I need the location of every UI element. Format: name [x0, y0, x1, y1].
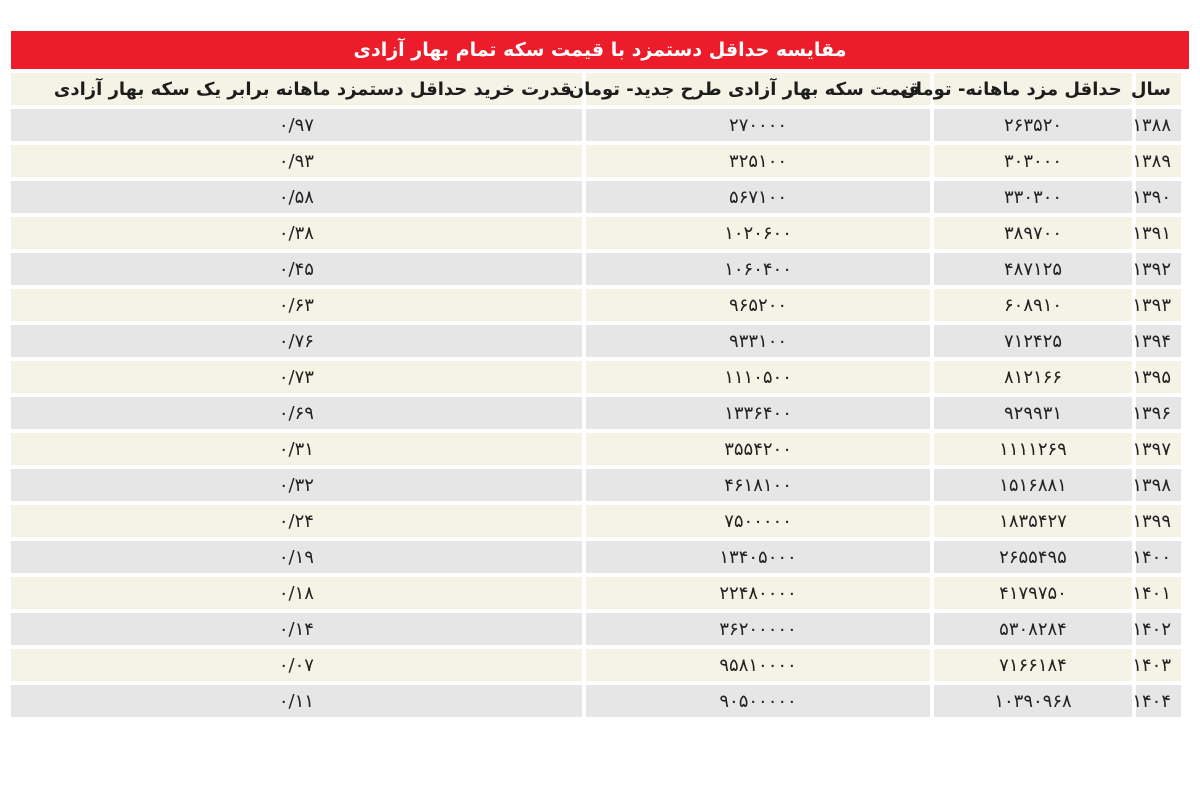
cell-min-wage: ۶۰۸۹۱۰: [934, 289, 1131, 321]
cell-year: ۱۳۹۲: [1136, 253, 1181, 285]
cell-year: ۱۳۹۴: [1136, 325, 1181, 357]
cell-min-wage: ۴۱۷۹۷۵۰: [934, 577, 1131, 609]
header-coin-price: قیمت سکه بهار آزادی طرح جدید- تومان: [586, 73, 931, 105]
table-row: [11, 145, 1181, 177]
cell-coin-price: ۷۵۰۰۰۰۰: [586, 505, 931, 537]
cell-min-wage: ۲۶۳۵۲۰: [934, 109, 1131, 141]
table-row: [11, 685, 1181, 717]
cell-year: ۱۳۹۵: [1136, 361, 1181, 393]
cell-coin-price: ۴۶۱۸۱۰۰: [586, 469, 931, 501]
cell-min-wage: ۵۳۰۸۲۸۴: [934, 613, 1131, 645]
cell-coin-price: ۱۰۶۰۴۰۰: [586, 253, 931, 285]
table-row: [11, 505, 1181, 537]
cell-coin-price: ۱۳۴۰۵۰۰۰: [586, 541, 931, 573]
cell-year: ۱۳۸۸: [1136, 109, 1181, 141]
cell-purchasing-power: ۰/۶۹: [11, 397, 582, 429]
cell-year: ۱۳۹۳: [1136, 289, 1181, 321]
cell-coin-price: ۱۳۳۶۴۰۰: [586, 397, 931, 429]
cell-purchasing-power: ۰/۶۳: [11, 289, 582, 321]
comparison-table-card: [11, 31, 1189, 717]
cell-min-wage: ۷۱۲۴۲۵: [934, 325, 1131, 357]
wage-coin-table: [7, 69, 1185, 721]
table-title: مقایسه حداقل دستمزد با قیمت سکه تمام بهار آزادی: [11, 31, 1189, 69]
cell-purchasing-power: ۰/۹۷: [11, 109, 582, 141]
cell-min-wage: ۳۰۳۰۰۰: [934, 145, 1131, 177]
cell-min-wage: ۱۵۱۶۸۸۱: [934, 469, 1131, 501]
cell-year: ۱۴۰۱: [1136, 577, 1181, 609]
cell-coin-price: ۱۱۱۰۵۰۰: [586, 361, 931, 393]
cell-coin-price: ۹۵۸۱۰۰۰۰: [586, 649, 931, 681]
cell-year: ۱۳۹۱: [1136, 217, 1181, 249]
cell-coin-price: ۳۵۵۴۲۰۰: [586, 433, 931, 465]
cell-min-wage: ۱۱۱۱۲۶۹: [934, 433, 1131, 465]
cell-min-wage: ۷۱۶۶۱۸۴: [934, 649, 1131, 681]
cell-purchasing-power: ۰/۷۳: [11, 361, 582, 393]
cell-coin-price: ۵۶۷۱۰۰: [586, 181, 931, 213]
cell-purchasing-power: ۰/۱۹: [11, 541, 582, 573]
cell-year: ۱۴۰۲: [1136, 613, 1181, 645]
cell-min-wage: ۳۳۰۳۰۰: [934, 181, 1131, 213]
cell-purchasing-power: ۰/۴۵: [11, 253, 582, 285]
cell-purchasing-power: ۰/۲۴: [11, 505, 582, 537]
cell-year: ۱۳۹۶: [1136, 397, 1181, 429]
cell-coin-price: ۳۲۵۱۰۰: [586, 145, 931, 177]
cell-min-wage: ۹۲۹۹۳۱: [934, 397, 1131, 429]
cell-purchasing-power: ۰/۱۱: [11, 685, 582, 717]
table-row: [11, 397, 1181, 429]
cell-year: ۱۴۰۳: [1136, 649, 1181, 681]
cell-year: ۱۴۰۴: [1136, 685, 1181, 717]
table-row: [11, 541, 1181, 573]
cell-min-wage: ۱۸۳۵۴۲۷: [934, 505, 1131, 537]
cell-min-wage: ۲۶۵۵۴۹۵: [934, 541, 1131, 573]
cell-year: ۱۴۰۰: [1136, 541, 1181, 573]
table-row: [11, 289, 1181, 321]
table-row: [11, 361, 1181, 393]
cell-purchasing-power: ۰/۳۱: [11, 433, 582, 465]
table-row: [11, 613, 1181, 645]
cell-purchasing-power: ۰/۷۶: [11, 325, 582, 357]
cell-year: ۱۳۹۰: [1136, 181, 1181, 213]
table-row: [11, 109, 1181, 141]
cell-min-wage: ۱۰۳۹۰۹۶۸: [934, 685, 1131, 717]
header-min-wage: حداقل مزد ماهانه- تومان: [934, 73, 1131, 105]
cell-year: ۱۳۹۷: [1136, 433, 1181, 465]
header-purchasing-power: قدرت خرید حداقل دستمزد ماهانه برابر یک سکه بهار آزادی: [11, 73, 582, 105]
cell-min-wage: ۳۸۹۷۰۰: [934, 217, 1131, 249]
table-row: [11, 181, 1181, 213]
cell-coin-price: ۹۰۵۰۰۰۰۰: [586, 685, 931, 717]
cell-purchasing-power: ۰/۳۲: [11, 469, 582, 501]
cell-coin-price: ۹۳۳۱۰۰: [586, 325, 931, 357]
header-row: [11, 73, 1181, 105]
cell-min-wage: ۴۸۷۱۲۵: [934, 253, 1131, 285]
cell-purchasing-power: ۰/۹۳: [11, 145, 582, 177]
cell-coin-price: ۱۰۲۰۶۰۰: [586, 217, 931, 249]
cell-coin-price: ۲۲۴۸۰۰۰۰: [586, 577, 931, 609]
cell-year: ۱۳۹۸: [1136, 469, 1181, 501]
cell-coin-price: ۲۷۰۰۰۰: [586, 109, 931, 141]
cell-purchasing-power: ۰/۰۷: [11, 649, 582, 681]
cell-purchasing-power: ۰/۱۸: [11, 577, 582, 609]
cell-purchasing-power: ۰/۳۸: [11, 217, 582, 249]
table-row: [11, 433, 1181, 465]
header-year: سال: [1136, 73, 1181, 105]
cell-purchasing-power: ۰/۱۴: [11, 613, 582, 645]
cell-min-wage: ۸۱۲۱۶۶: [934, 361, 1131, 393]
cell-purchasing-power: ۰/۵۸: [11, 181, 582, 213]
table-row: [11, 469, 1181, 501]
table-row: [11, 577, 1181, 609]
cell-year: ۱۳۸۹: [1136, 145, 1181, 177]
cell-coin-price: ۹۶۵۲۰۰: [586, 289, 931, 321]
table-row: [11, 253, 1181, 285]
table-row: [11, 325, 1181, 357]
cell-coin-price: ۳۶۲۰۰۰۰۰: [586, 613, 931, 645]
table-row: [11, 217, 1181, 249]
cell-year: ۱۳۹۹: [1136, 505, 1181, 537]
table-row: [11, 649, 1181, 681]
table-body: [11, 109, 1181, 717]
